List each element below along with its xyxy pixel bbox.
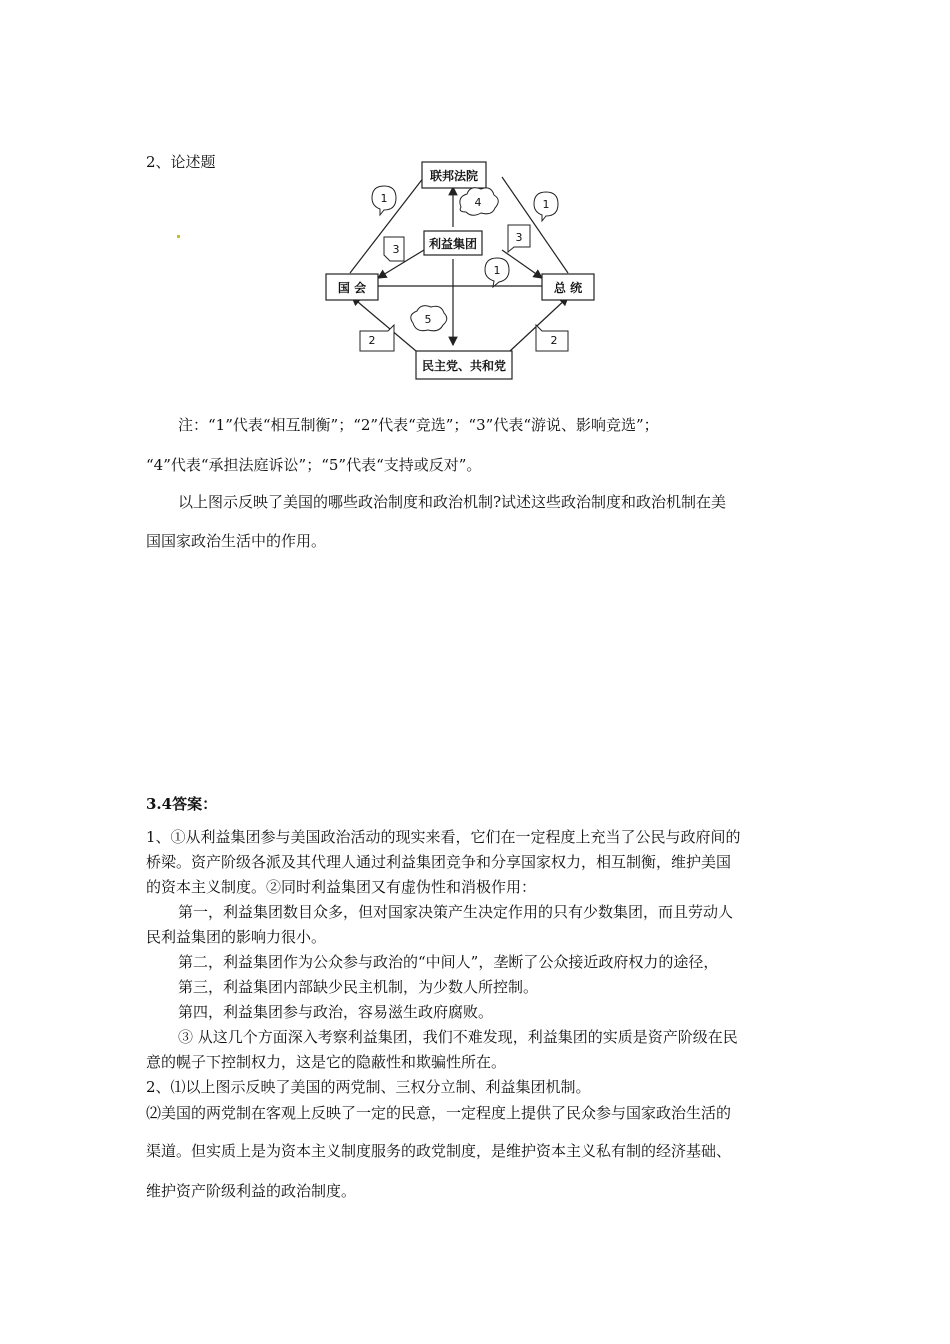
callout-num-left-mid: 3 (392, 243, 400, 256)
answer-line: 第三，利益集团内部缺少民主机制，为少数人所控制。 (178, 978, 539, 996)
answer-heading: 3.4答案： (146, 795, 218, 813)
answer-line: 维护资产阶级利益的政治制度。 (146, 1182, 357, 1200)
label-interest: 利益集团 (428, 237, 478, 251)
answer-line: 第一，利益集团数目众多，但对国家决策产生决定作用的只有少数集团，而且劳动人 (178, 903, 734, 921)
political-system-diagram (320, 155, 610, 385)
answer-line: 桥梁。资产阶级各派及其代理人通过利益集团竞争和分享国家权力，相互制衡，维护美国 (146, 853, 732, 871)
answer-line: 1、①从利益集团参与美国政治活动的现实来看，它们在一定程度上充当了公民与政府间的 (146, 828, 741, 846)
callout-num-center-cloud: 4 (474, 196, 482, 209)
note-line-2: “4”代表“承担法庭诉讼”；“5”代表“支持或反对”。 (146, 456, 482, 474)
question-line-2: 国国家政治生活中的作用。 (146, 532, 327, 550)
callout-num-right-top: 1 (542, 198, 550, 211)
question-line-1: 以上图示反映了美国的哪些政治制度和政治机制?试述这些政治制度和政治机制在美 (178, 493, 727, 511)
callout-num-right-mid: 3 (515, 231, 523, 244)
callout-num-lower-cloud: 5 (424, 313, 432, 326)
callout-num-left-bottom: 2 (368, 334, 376, 347)
section-title: 2、论述题 (146, 153, 216, 171)
callout-num-right-bottom: 2 (550, 334, 558, 347)
answer-line: 第二，利益集团作为公众参与政治的“中间人”，垄断了公众接近政府权力的途径， (178, 953, 719, 971)
answer-line: 民利益集团的影响力很小。 (146, 928, 327, 946)
label-parties: 民主党、共和党 (421, 359, 507, 373)
callout-num-left-top: 1 (380, 192, 388, 205)
note-line-1: 注：“1”代表“相互制衡”；“2”代表“竞选”；“3”代表“游说、影响竞选”； (178, 416, 659, 434)
answer-line: 意的幌子下控制权力，这是它的隐蔽性和欺骗性所在。 (146, 1053, 507, 1071)
stray-mark (177, 235, 180, 238)
label-congress: 国 会 (337, 281, 367, 295)
label-president: 总 统 (553, 281, 583, 295)
callout-num-center-right: 1 (493, 264, 501, 277)
answer-line: 的资本主义制度。②同时利益集团又有虚伪性和消极作用： (146, 878, 537, 896)
answer-line: 第四，利益集团参与政治，容易滋生政府腐败。 (178, 1003, 494, 1021)
answer-line: ⑵美国的两党制在客观上反映了一定的民意，一定程度上提供了民众参与国家政治生活的 (146, 1104, 732, 1122)
answer-line: 2、⑴以上图示反映了美国的两党制、三权分立制、利益集团机制。 (146, 1078, 591, 1096)
label-court: 联邦法院 (429, 169, 479, 183)
answer-line: ③ 从这几个方面深入考察利益集团，我们不难发现，利益集团的实质是资产阶级在民 (178, 1028, 738, 1046)
answer-line: 渠道。但实质上是为资本主义制度服务的政党制度，是维护资本主义私有制的经济基础、 (146, 1142, 732, 1160)
